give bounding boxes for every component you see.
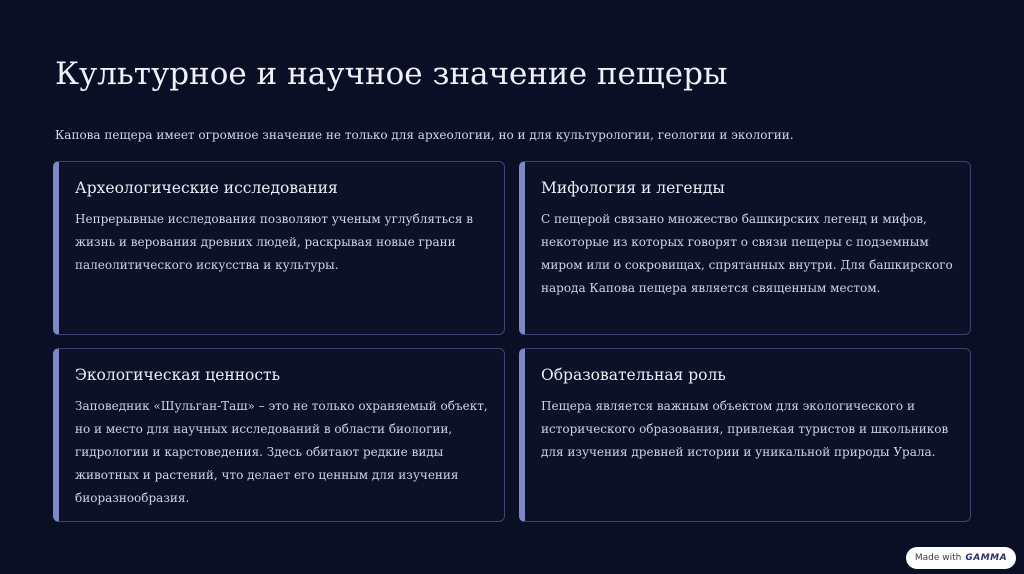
card-text: С пещерой связано множество башкирских легенд и мифов, некоторые из которых говорят о связи пещеры с подземным миром или о сокровищах, спрятанных внутри. Для башкирского народа Капова пещера является священным местом.: [541, 212, 953, 295]
card-educational-role: [519, 348, 971, 522]
page-subtitle: Капова пещера имеет огромное значение не только для археологии, но и для культурологии, геологии и экологии.: [55, 128, 794, 142]
gamma-logo: GAMMA: [965, 553, 1008, 563]
card-text: Пещера является важным объектом для экологического и исторического образования, привлекая туристов и школьников для изучения древней истории и уникальной природы Урала.: [541, 399, 949, 459]
card-title: Мифология и легенды: [541, 179, 725, 197]
card-text: Заповедник «Шульган-Таш» – это не только охраняемый объект, но и место для научных исследований в области биологии, гидрологии и карстоведения. Здесь обитают редкие виды животных и растений, что делает его ценным для изучения биоразнообразия.: [75, 399, 488, 505]
badge-prefix: Made with: [914, 553, 962, 563]
card-mythology-legends: [519, 161, 971, 335]
card-title: Экологическая ценность: [75, 366, 281, 384]
page-title: Культурное и научное значение пещеры: [55, 56, 728, 92]
card-ecological-value: [53, 348, 505, 522]
card-archaeological-research: [53, 161, 505, 335]
card-title: Археологические исследования: [75, 179, 338, 197]
card-text: Непрерывные исследования позволяют ученым углубляться в жизнь и верования древних людей, раскрывая новые грани палеолитического искусства и культуры.: [75, 212, 473, 272]
card-title: Образовательная роль: [541, 366, 726, 384]
made-with-gamma-badge[interactable]: [906, 547, 1016, 569]
